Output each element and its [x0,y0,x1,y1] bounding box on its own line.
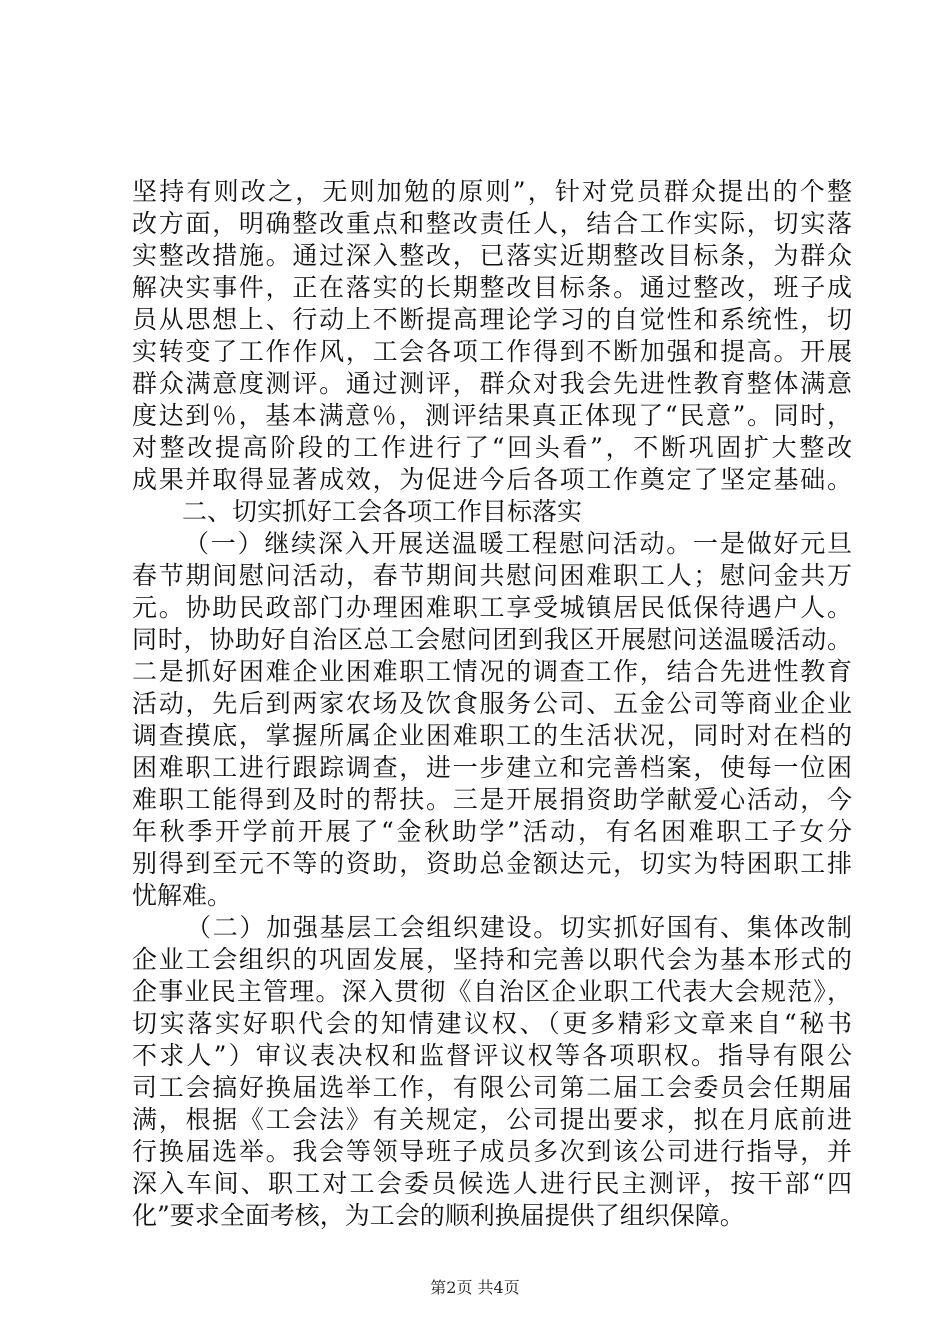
body-text-line: 春节期间慰问活动，春节期间共慰问困难职工人；慰问金共万 [132,561,852,590]
subsection-heading-line: （一）继续深入开展送温暖工程慰问活动。一是做好元旦 [184,529,852,558]
body-text-line: 实整改措施。通过深入整改，已落实近期整改目标条，为群众 [132,241,852,270]
body-text-line: 切实落实好职代会的知情建议权、（更多精彩文章来自“秘书 [132,1009,852,1038]
body-text-line: 改方面，明确整改重点和整改责任人，结合工作实际，切实落 [132,209,852,238]
body-text-line: 对整改提高阶段的工作进行了“回头看”，不断巩固扩大整改 [132,433,852,462]
body-text-line: 实转变了工作作风，工会各项工作得到不断加强和提高。开展 [132,337,852,366]
body-text-line: 难职工能得到及时的帮扶。三是开展捐资助学献爱心活动，今 [132,785,852,814]
body-text-line: 度达到％，基本满意％，测评结果真正体现了“民意”。同时， [132,401,852,430]
body-text-line: 化”要求全面考核，为工会的顺利换届提供了组织保障。 [132,1201,745,1230]
body-text-line: 群众满意度测评。通过测评，群众对我会先进性教育整体满意 [132,369,852,398]
page-number-footer: 第2页 共4页 [430,1278,520,1297]
body-text-line: 元。协助民政部门办理困难职工享受城镇居民低保待遇户人。 [132,593,852,622]
body-text-line: 坚持有则改之，无则加勉的原则”，针对党员群众提出的个整 [132,177,852,206]
body-text-line: 别得到至元不等的资助，资助总金额达元，切实为特困职工排 [132,849,852,878]
body-text-line: 解决实事件，正在落实的长期整改目标条。通过整改，班子成 [132,273,852,302]
body-text-line: 企业工会组织的巩固发展，坚持和完善以职代会为基本形式的 [132,945,852,974]
subsection-heading-line: （二）加强基层工会组织建设。切实抓好国有、集体改制 [186,913,852,942]
body-text-line: 同时，协助好自治区总工会慰问团到我区开展慰问送温暖活动。 [132,625,852,654]
body-text-line: 深入车间、职工对工会委员候选人进行民主测评，按干部“四 [132,1169,852,1198]
body-text-line: 行换届选举。我会等领导班子成员多次到该公司进行指导，并 [132,1137,852,1166]
body-text-line: 活动，先后到两家农场及饮食服务公司、五金公司等商业企业 [132,689,852,718]
body-text-line: 二是抓好困难企业困难职工情况的调查工作，结合先进性教育 [132,657,852,686]
body-text-line: 员从思想上、行动上不断提高理论学习的自觉性和系统性，切 [132,305,852,334]
section-heading: 二、切实抓好工会各项工作目标落实 [182,497,583,526]
body-text-line: 成果并取得显著成效，为促进今后各项工作奠定了坚定基础。 [132,465,852,494]
body-text-line: 年秋季开学前开展了“金秋助学”活动，有名困难职工子女分 [132,817,852,846]
body-text-line: 企事业民主管理。深入贯彻《自治区企业职工代表大会规范》， [132,977,852,1006]
body-text-line: 不求人”）审议表决权和监督评议权等各项职权。指导有限公 [132,1041,852,1070]
body-text-line: 司工会搞好换届选举工作，有限公司第二届工会委员会任期届 [132,1073,852,1102]
body-text-line: 调查摸底，掌握所属企业困难职工的生活状况，同时对在档的 [132,721,852,750]
body-text-line: 忧解难。 [132,881,233,910]
body-text-line: 困难职工进行跟踪调查，进一步建立和完善档案，使每一位困 [132,753,852,782]
body-text-line: 满，根据《工会法》有关规定，公司提出要求，拟在月底前进 [132,1105,852,1134]
